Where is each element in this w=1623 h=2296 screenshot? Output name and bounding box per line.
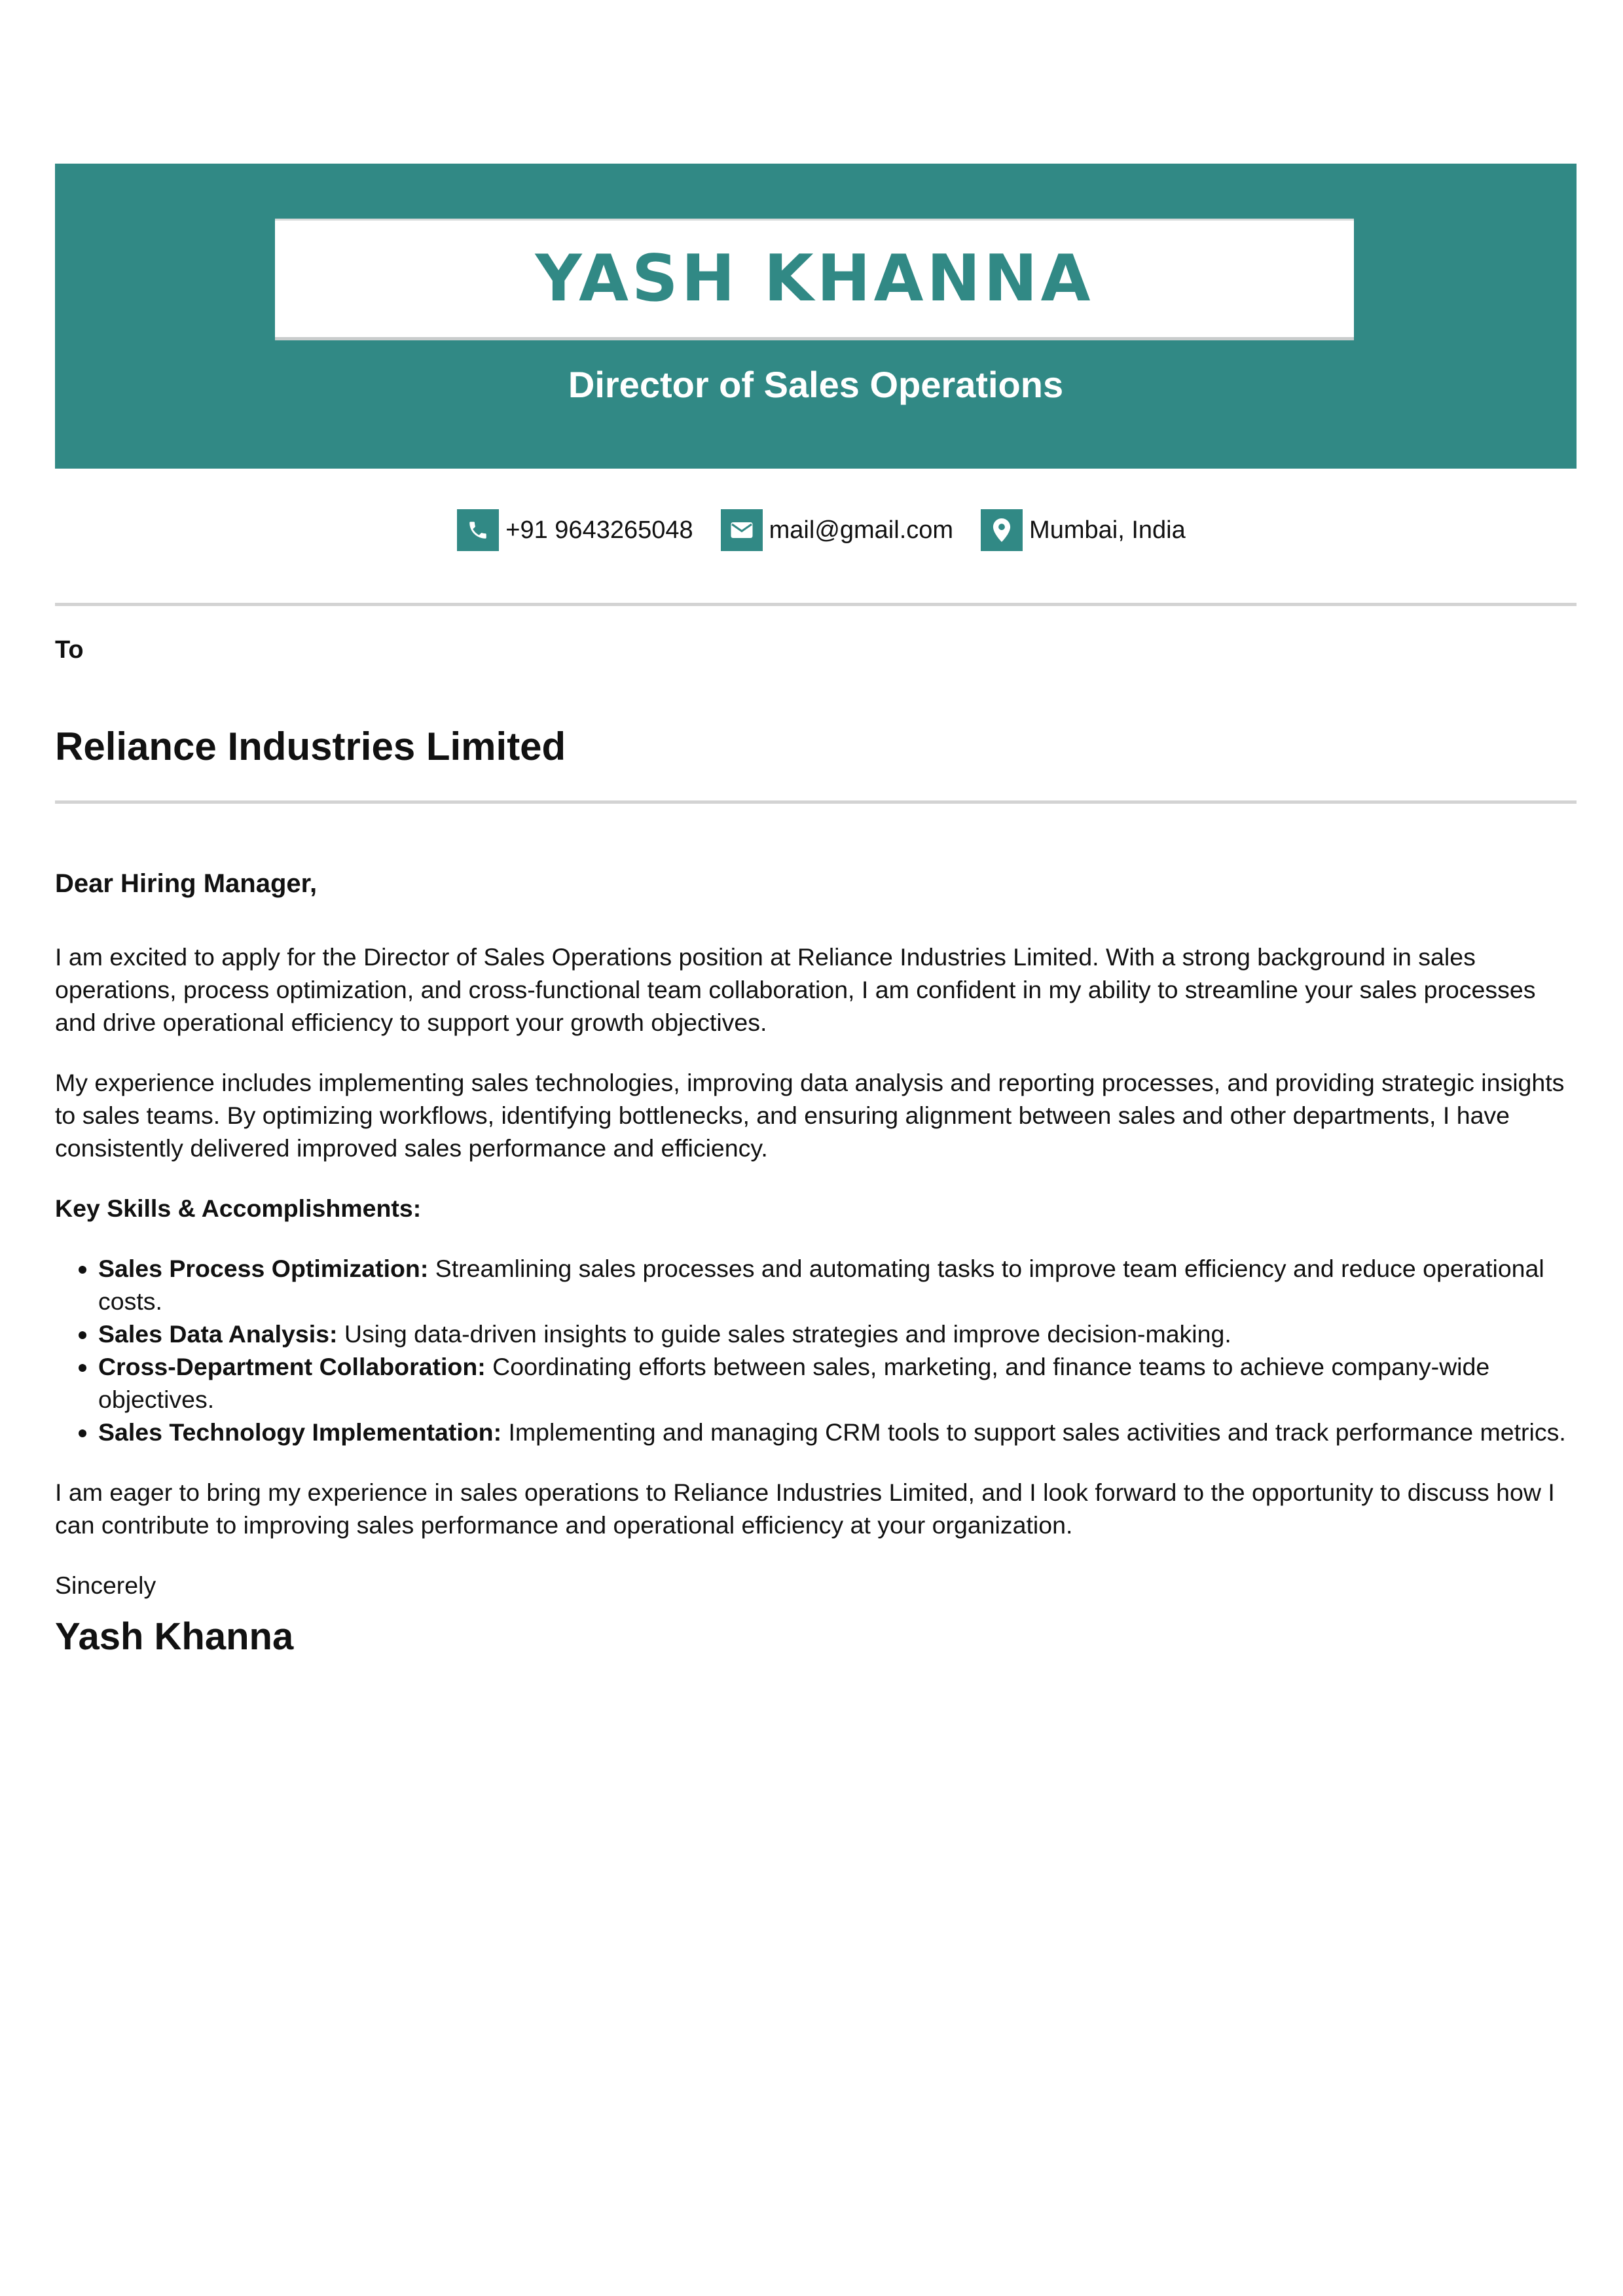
- skill-text: Using data-driven insights to guide sales strategies and improve decision-making.: [337, 1320, 1231, 1348]
- contact-row: [0, 509, 1623, 551]
- paragraph-intro: I am excited to apply for the Director of Sales Operations position at Reliance Industries Limited. With a strong background in sales operations, process optimization, and cross-functional team collaboration, I am confident in my ability to streamline your sales processes and drive operational efficiency to support your growth objectives.: [55, 943, 1536, 1036]
- list-item: [98, 1416, 1580, 1448]
- applicant-name: YASH KHANNA: [535, 242, 1094, 316]
- envelope-icon: [721, 509, 763, 551]
- list-item: [98, 1318, 1580, 1350]
- skill-label: Sales Process Optimization:: [98, 1255, 429, 1282]
- to-label: To: [55, 636, 84, 664]
- skill-label: Sales Technology Implementation:: [98, 1418, 502, 1446]
- contact-email: [721, 509, 953, 551]
- signature: Yash Khanna: [55, 1615, 294, 1658]
- list-item: [98, 1350, 1580, 1416]
- phone-number[interactable]: +91 9643265048: [505, 516, 693, 544]
- letter-body: [55, 867, 1580, 1663]
- skill-text: Implementing and managing CRM tools to support sales activities and track performance metrics.: [501, 1418, 1566, 1446]
- company-name: Reliance Industries Limited: [55, 725, 566, 768]
- header-band: [55, 164, 1577, 469]
- email-address[interactable]: mail@gmail.com: [769, 516, 954, 544]
- name-box: [275, 219, 1354, 340]
- paragraph-closing: I am eager to bring my experience in sales operations to Reliance Industries Limited, and I look forward to the opportunity to discuss how I can contribute to improving sales performance and operational efficiency at your organization.: [55, 1479, 1555, 1539]
- phone-icon: [457, 509, 499, 551]
- job-title: Director of Sales Operations: [568, 364, 1064, 405]
- skills-heading: Key Skills & Accomplishments:: [55, 1194, 422, 1222]
- skill-label: Cross-Department Collaboration:: [98, 1353, 486, 1380]
- skill-label: Sales Data Analysis:: [98, 1320, 338, 1348]
- list-item: [98, 1252, 1580, 1318]
- location-text: Mumbai, India: [1029, 516, 1186, 544]
- paragraph-experience: My experience includes implementing sales technologies, improving data analysis and reporting processes, and providing strategic insights to sales teams. By optimizing workflows, identifying bottlenecks, and ensuring alignment between sales and other departments, I have consistently delivered improved sales performance and efficiency.: [55, 1069, 1565, 1162]
- closing: Sincerely: [55, 1571, 156, 1599]
- contact-phone: [457, 509, 693, 551]
- skill-text: Coordinating efforts between sales, marketing, and finance teams to achieve company-wide objectives.: [98, 1353, 1490, 1413]
- contact-location: [981, 509, 1186, 551]
- skills-list: [55, 1252, 1580, 1448]
- map-pin-icon: [981, 509, 1023, 551]
- divider-top: [55, 603, 1577, 606]
- divider-company: [55, 800, 1577, 804]
- salutation: Dear Hiring Manager,: [55, 869, 318, 898]
- skill-text: Streamlining sales processes and automating tasks to improve team efficiency and reduce operational costs.: [98, 1255, 1544, 1315]
